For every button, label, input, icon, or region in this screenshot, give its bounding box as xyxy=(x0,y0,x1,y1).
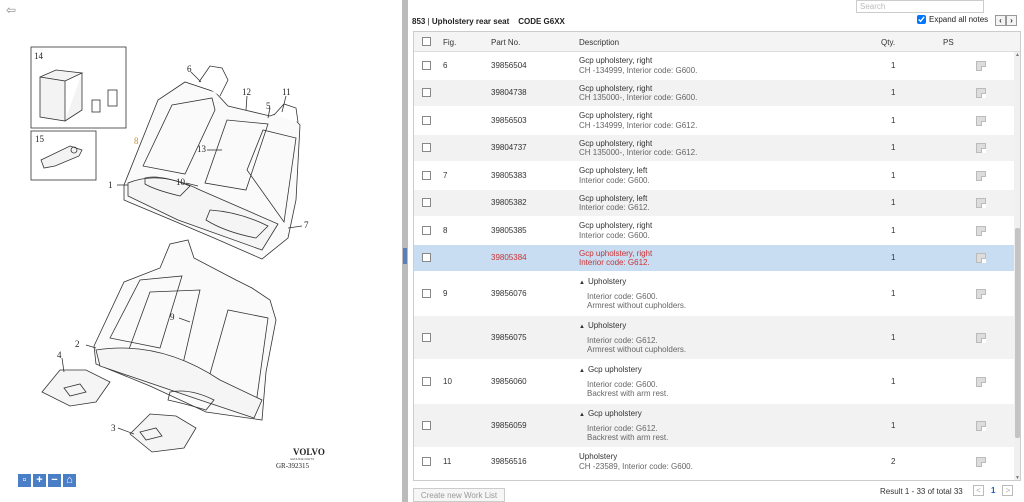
row-description-title: Gcp upholstery, left xyxy=(579,193,648,203)
note-icon[interactable] xyxy=(976,61,986,71)
row-checkbox[interactable] xyxy=(422,421,431,430)
callout-1[interactable]: 1 xyxy=(108,180,113,190)
row-description xyxy=(579,111,697,130)
row-fig: 8 xyxy=(443,225,448,235)
row-fig: 6 xyxy=(443,60,448,70)
row-description-title: Gcp upholstery, right xyxy=(579,138,653,148)
table-row[interactable] xyxy=(414,404,1014,448)
table-row[interactable] xyxy=(414,272,1014,316)
note-icon[interactable] xyxy=(976,377,986,387)
scroll-up-icon[interactable]: ▲ xyxy=(1015,52,1020,58)
table-row[interactable] xyxy=(414,162,1014,190)
row-description-note: Armrest without cupholders. xyxy=(587,301,687,310)
note-icon[interactable] xyxy=(976,88,986,98)
row-description xyxy=(579,56,697,75)
expand-triangle-icon[interactable]: ▲ xyxy=(579,280,585,286)
row-part-no[interactable]: 39805382 xyxy=(491,198,527,208)
row-description-note: Backrest with arm rest. xyxy=(587,389,669,398)
row-description xyxy=(579,194,650,213)
parts-table xyxy=(413,31,1021,481)
table-row[interactable] xyxy=(414,52,1014,80)
row-qty: 2 xyxy=(891,456,896,466)
expand-triangle-icon[interactable]: ▲ xyxy=(579,368,585,374)
row-qty: 1 xyxy=(891,143,896,153)
note-icon[interactable] xyxy=(976,198,986,208)
callout-2[interactable]: 2 xyxy=(75,339,80,349)
home-icon[interactable]: ⌂ xyxy=(63,474,76,487)
callout-10[interactable]: 10 xyxy=(176,177,185,187)
zoom-controls xyxy=(18,474,76,487)
parts-pane xyxy=(408,0,1024,502)
row-part-no[interactable]: 39856075 xyxy=(491,333,527,342)
zoom-out-icon[interactable]: − xyxy=(48,474,61,487)
result-count: Result 1 - 33 of total 33 xyxy=(880,487,963,496)
row-description-title: Gcp upholstery, right xyxy=(579,56,653,65)
row-description-note: Armrest without cupholders. xyxy=(587,345,687,354)
scroll-down-icon[interactable]: ▼ xyxy=(1015,475,1020,481)
row-part-no[interactable]: 39856076 xyxy=(491,289,527,298)
section-nav xyxy=(995,15,1017,26)
row-description xyxy=(579,409,668,443)
expand-notes-label: Expand all notes xyxy=(929,15,989,24)
row-checkbox[interactable] xyxy=(422,198,431,207)
row-part-no[interactable]: 39804737 xyxy=(491,143,527,153)
row-fig: 9 xyxy=(443,289,448,298)
row-checkbox[interactable] xyxy=(422,377,431,386)
expand-notes-checkbox[interactable] xyxy=(917,15,926,24)
row-description-title: Gcp upholstery, right xyxy=(579,111,653,120)
row-part-no[interactable]: 39856060 xyxy=(491,377,527,386)
note-icon[interactable] xyxy=(976,171,986,181)
row-description-note: CH 135000-, Interior code: G612. xyxy=(579,148,698,157)
row-description-title: Gcp upholstery, right xyxy=(579,248,653,258)
row-description-title: ▲ Upholstery xyxy=(579,321,627,330)
exploded-seat-diagram[interactable] xyxy=(0,0,402,502)
row-qty: 1 xyxy=(891,253,896,263)
row-qty: 1 xyxy=(891,198,896,208)
row-qty: 1 xyxy=(891,333,896,342)
callout-4[interactable]: 4 xyxy=(57,350,62,360)
row-checkbox[interactable] xyxy=(422,457,431,466)
col-qty[interactable]: Qty. xyxy=(881,38,896,47)
row-description xyxy=(579,365,668,399)
prev-page-button[interactable]: < xyxy=(973,485,984,496)
callout-11[interactable]: 11 xyxy=(282,87,291,97)
next-section-icon[interactable]: › xyxy=(1006,15,1017,26)
row-part-no[interactable]: 39856503 xyxy=(491,115,527,125)
callout-9[interactable]: 9 xyxy=(170,312,175,322)
row-fig: 11 xyxy=(443,456,452,466)
splitter-grip-icon[interactable] xyxy=(403,248,407,264)
search-input[interactable] xyxy=(856,0,984,13)
table-row[interactable] xyxy=(414,360,1014,404)
row-description-note: Interior code: G612. xyxy=(579,258,650,267)
row-description xyxy=(579,452,693,471)
row-part-no[interactable]: 39804738 xyxy=(491,88,527,98)
row-description-title: Gcp upholstery, right xyxy=(579,221,653,230)
row-part-no[interactable]: 39805384 xyxy=(491,253,527,263)
row-description-note: Backrest with arm rest. xyxy=(587,433,669,442)
row-description-note: Interior code: G612. xyxy=(587,335,658,345)
row-checkbox[interactable] xyxy=(422,289,431,298)
row-description-note: CH -134999, Interior code: G600. xyxy=(579,65,698,75)
row-checkbox[interactable] xyxy=(422,88,431,97)
note-icon[interactable] xyxy=(976,333,986,343)
row-part-no[interactable]: 39856516 xyxy=(491,456,527,466)
row-description-note: Interior code: G600. xyxy=(579,175,650,185)
row-checkbox[interactable] xyxy=(422,116,431,125)
expand-notes-toggle[interactable] xyxy=(917,15,988,24)
row-qty: 1 xyxy=(891,225,896,235)
section-header: 853 | Upholstery rear seat CODE G6XX xyxy=(412,17,565,26)
select-all-checkbox[interactable] xyxy=(422,37,431,46)
row-checkbox[interactable] xyxy=(422,226,431,235)
row-description xyxy=(579,84,697,103)
row-description-title: Gcp upholstery, left xyxy=(579,166,648,175)
row-part-no[interactable]: 39805385 xyxy=(491,225,527,235)
row-part-no[interactable]: 39856504 xyxy=(491,60,527,70)
fit-view-icon[interactable]: ▫ xyxy=(18,474,31,487)
row-fig: 7 xyxy=(443,170,448,180)
volvo-logo-subtitle: GENUINE PARTS xyxy=(290,457,315,461)
note-icon[interactable] xyxy=(976,289,986,299)
row-description-note: CH 135000-, Interior code: G600. xyxy=(579,93,698,102)
row-qty: 1 xyxy=(891,115,896,125)
callout-7[interactable]: 7 xyxy=(304,220,309,230)
page-number[interactable]: 1 xyxy=(991,486,996,495)
diagram-pane xyxy=(0,0,402,502)
row-checkbox[interactable] xyxy=(422,253,431,262)
table-scrollbar[interactable] xyxy=(1014,52,1021,481)
callout-12[interactable]: 12 xyxy=(242,87,251,97)
row-qty: 1 xyxy=(891,88,896,98)
section-code: CODE G6XX xyxy=(518,17,565,26)
expand-triangle-icon[interactable]: ▲ xyxy=(579,324,585,330)
callout-8[interactable]: 8 xyxy=(134,136,139,146)
row-checkbox[interactable] xyxy=(422,143,431,152)
diagram-code: GR-392315 xyxy=(276,462,310,470)
row-description-note: Interior code: G612. xyxy=(579,203,650,212)
row-qty: 1 xyxy=(891,60,896,70)
row-description-note: Interior code: G600. xyxy=(587,379,658,389)
table-row[interactable] xyxy=(414,448,1014,476)
table-header xyxy=(414,32,1021,52)
zoom-in-icon[interactable]: + xyxy=(33,474,46,487)
row-fig: 10 xyxy=(443,377,452,386)
callout-13[interactable]: 13 xyxy=(197,144,206,154)
note-icon[interactable] xyxy=(976,421,986,431)
col-part-no[interactable]: Part No. xyxy=(491,38,521,47)
note-icon[interactable] xyxy=(976,253,986,263)
row-description-note: CH -23589, Interior code: G600. xyxy=(579,461,693,471)
row-description-note: Interior code: G612. xyxy=(587,423,658,433)
row-checkbox[interactable] xyxy=(422,61,431,70)
table-row[interactable] xyxy=(414,316,1014,360)
section-number: 853 xyxy=(412,17,426,26)
row-description-title: ▲ Gcp upholstery xyxy=(579,409,642,418)
section-title: Upholstery rear seat xyxy=(431,17,510,26)
row-description-note: Interior code: G600. xyxy=(579,230,650,240)
table-row[interactable] xyxy=(414,217,1014,245)
row-description-title: ▲ Upholstery xyxy=(579,277,627,286)
row-qty: 1 xyxy=(891,421,896,430)
row-description xyxy=(579,277,686,311)
row-qty: 1 xyxy=(891,170,896,180)
note-icon[interactable] xyxy=(976,116,986,126)
note-icon[interactable] xyxy=(976,143,986,153)
row-description xyxy=(579,249,652,268)
table-row[interactable] xyxy=(414,135,1014,163)
callout-5[interactable]: 5 xyxy=(266,101,271,111)
row-description xyxy=(579,221,652,240)
col-description[interactable]: Description xyxy=(579,38,620,47)
row-checkbox[interactable] xyxy=(422,333,431,342)
scroll-thumb[interactable] xyxy=(1015,228,1020,438)
row-description-note: Interior code: G600. xyxy=(587,291,658,301)
prev-section-icon[interactable]: ‹ xyxy=(995,15,1006,26)
row-description-title: Upholstery xyxy=(579,452,618,461)
row-part-no[interactable]: 39856059 xyxy=(491,421,527,430)
row-qty: 1 xyxy=(891,289,896,298)
col-fig[interactable]: Fig. xyxy=(443,38,457,47)
table-row[interactable] xyxy=(414,190,1014,218)
row-description xyxy=(579,139,697,158)
row-description-note: CH -134999, Interior code: G612. xyxy=(579,120,698,130)
callout-15[interactable]: 15 xyxy=(35,134,44,144)
row-description-title: ▲ Gcp upholstery xyxy=(579,365,642,374)
note-icon[interactable] xyxy=(976,457,986,467)
back-arrow-icon[interactable]: ⇦ xyxy=(6,3,17,17)
pager xyxy=(973,485,1013,496)
note-icon[interactable] xyxy=(976,226,986,236)
expand-triangle-icon[interactable]: ▲ xyxy=(579,412,585,418)
volvo-logo: VOLVO xyxy=(293,447,325,457)
row-description xyxy=(579,166,650,185)
next-page-button[interactable]: > xyxy=(1002,485,1013,496)
callout-14[interactable]: 14 xyxy=(34,51,43,61)
callout-6[interactable]: 6 xyxy=(187,64,192,74)
table-row[interactable] xyxy=(414,80,1014,108)
row-description-title: Gcp upholstery, right xyxy=(579,83,653,93)
col-ps[interactable]: PS xyxy=(943,38,954,47)
row-checkbox[interactable] xyxy=(422,171,431,180)
create-work-list-button[interactable]: Create new Work List xyxy=(413,488,505,502)
row-description xyxy=(579,321,686,355)
row-qty: 1 xyxy=(891,377,896,386)
row-part-no[interactable]: 39805383 xyxy=(491,170,527,180)
table-body xyxy=(414,52,1014,476)
table-row[interactable] xyxy=(414,107,1014,135)
table-row[interactable] xyxy=(414,245,1014,273)
callout-3[interactable]: 3 xyxy=(111,423,116,433)
